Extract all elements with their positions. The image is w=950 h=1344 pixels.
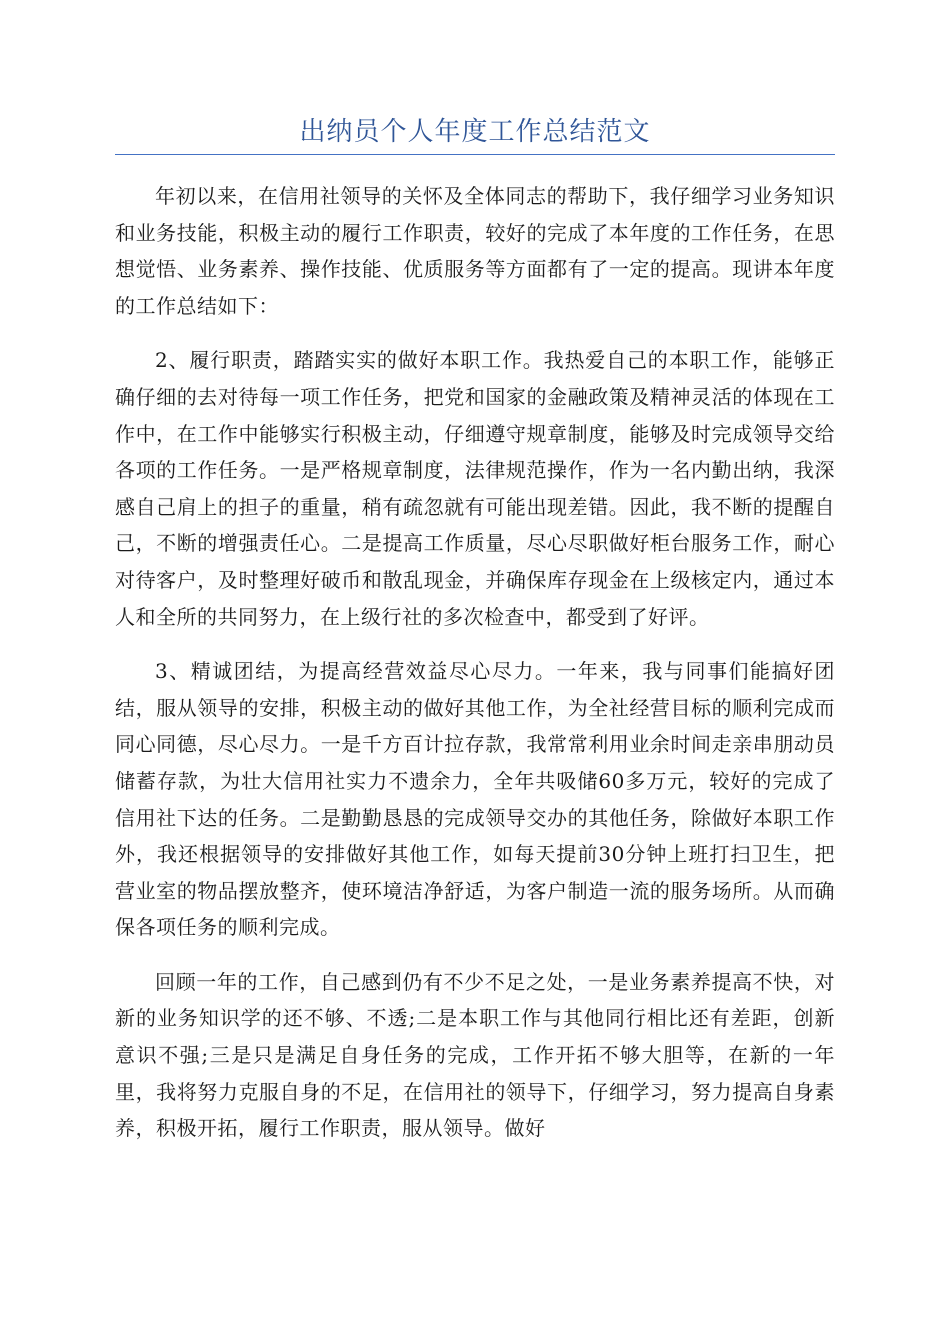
document-title: 出纳员个人年度工作总结范文 xyxy=(299,117,651,147)
paragraph-review: 回顾一年的工作，自己感到仍有不少不足之处，一是业务素养提高不快，对新的业务知识学的还不够、不透;二是本职工作与其他同行相比还有差距，创新意识不强;三是只是满足自身任务的完成，工作开拓不够大胆等，在新的一年里，我将努力克服自身的不足，在信用社的领导下，仔细学习，努力提高自身素养，积极开拓，履行工作职责，服从领导。做好 xyxy=(115,969,835,1141)
paragraph-teamwork: 3、精诚团结，为提高经营效益尽心尽力。一年来，我与同事们能搞好团结，服从领导的安排，积极主动的做好其他工作，为全社经营目标的顺利完成而同心同德，尽心尽力。一是千方百计拉存款，我常常利用业余时间走亲串朋动员储蓄存款，为壮大信用社实力不遗余力，全年共吸储60多万元，较好的完成了信用社下达的任务。二是勤勤恳恳的完成领导交办的其他任务，除做好本职工作外，我还根据领导的安排做好其他工作，如每天提前30分钟上班打扫卫生，把营业室的物品摆放整齐，使环境洁净舒适，为客户制造一流的服务场所。从而确保各项任务的顺利完成。 xyxy=(115,659,835,940)
title-underline xyxy=(115,154,835,155)
paragraph-duties: 2、履行职责，踏踏实实的做好本职工作。我热爱自己的本职工作，能够正确仔细的去对待每一项工作任务，把党和国家的金融政策及精神灵活的体现在工作中，在工作中能够实行积极主动，仔细遵守规章制度，能够及时完成领导交给各项的工作任务。一是严格规章制度，法律规范操作，作为一名内勤出纳，我深感自己肩上的担子的重量，稍有疏忽就有可能出现差错。因此，我不断的提醒自己，不断的增强责任心。二是提高工作质量，尽心尽职做好柜台服务工作，耐心对待客户，及时整理好破币和散乱现金，并确保库存现金在上级核定内，通过本人和全所的共同努力，在上级行社的多次检查中，都受到了好评。 xyxy=(115,348,835,629)
document-body xyxy=(115,178,835,1165)
paragraph-intro: 年初以来，在信用社领导的关怀及全体同志的帮助下，我仔细学习业务知识和业务技能，积极主动的履行工作职责，较好的完成了本年度的工作任务，在思想觉悟、业务素养、操作技能、优质服务等方面都有了一定的提高。现讲本年度的工作总结如下： xyxy=(115,184,835,318)
